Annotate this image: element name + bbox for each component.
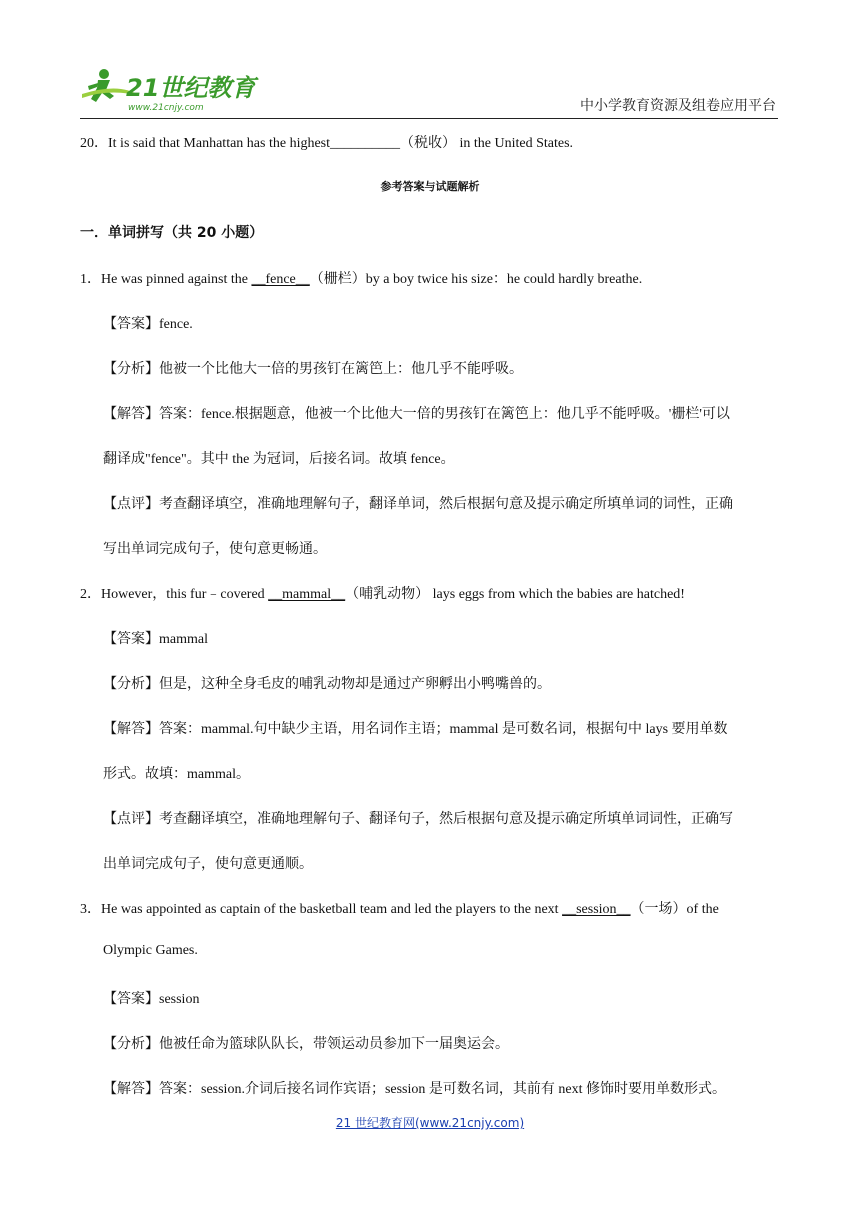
svg-text:21世纪教育: 21世纪教育 <box>126 74 256 102</box>
page-header <box>80 64 778 119</box>
solution-cont: 形式。故填：mammal。 <box>103 767 250 782</box>
footer-link[interactable]: 21 世纪教育网(www.21cnjy.com) <box>335 1116 525 1130</box>
blank: __________ <box>330 136 401 151</box>
runner-logo-icon <box>80 66 260 114</box>
analysis: 【分析】他被一个比他大一倍的男孩钉在篱笆上：他几乎不能呼吸。 <box>103 362 523 377</box>
comment-cont: 写出单词完成句子，使句意更畅通。 <box>103 542 327 557</box>
solution: 【解答】答案：mammal.句中缺少主语，用名词作主语；mammal 是可数名词，根据句中 lays 要用单数 <box>103 722 728 737</box>
question-2: 2．However，this fur﹣covered __mammal__（哺乳动物） lays eggs from which the babies are hatched! <box>80 587 685 602</box>
solution: 【解答】答案：session.介词后接名词作宾语；session 是可数名词，其前有 next 修饰时要用单数形式。 <box>103 1082 726 1097</box>
answer: 【答案】mammal <box>103 632 208 647</box>
section-heading: 一．单词拼写（共 20 小题） <box>80 225 264 241</box>
solution-cont: 翻译成"fence"。其中 the 为冠词，后接名词。故填 fence。 <box>103 452 455 467</box>
answer: 【答案】session <box>103 992 200 1007</box>
comment: 【点评】考查翻译填空，准确地理解句子，翻译单词，然后根据句意及提示确定所填单词的词性，正确 <box>103 497 733 512</box>
answer-fill: __mammal__ <box>268 587 346 602</box>
analysis: 【分析】但是，这种全身毛皮的哺乳动物却是通过产卵孵出小鸭嘴兽的。 <box>103 677 551 692</box>
question-3-cont: Olympic Games. <box>103 943 198 958</box>
answer-section-title: 参考答案与试题解析 <box>380 180 480 193</box>
platform-name: 中小学教育资源及组卷应用平台 <box>580 98 776 114</box>
comment: 【点评】考查翻译填空，准确地理解句子、翻译句子，然后根据句意及提示确定所填单词词性，正确写 <box>103 812 733 827</box>
question-1: 1．He was pinned against the __fence__（栅栏）by a boy twice his size：he could hardly breathe. <box>80 272 643 287</box>
answer-fill: __session__ <box>562 902 631 917</box>
question-3: 3．He was appointed as captain of the basketball team and led the players to the next __session__（一场）of the <box>80 902 719 917</box>
analysis: 【分析】他被任命为篮球队队长，带领运动员参加下一届奥运会。 <box>103 1037 509 1052</box>
answer: 【答案】fence. <box>103 317 193 332</box>
comment-cont: 出单词完成句子，使句意更通顺。 <box>103 857 313 872</box>
question-20: 20．It is said that Manhattan has the highest__________（税收） in the United States. <box>80 136 574 151</box>
logo <box>80 66 260 114</box>
svg-text:www.21cnjy.com: www.21cnjy.com <box>128 103 204 113</box>
answer-fill: __fence__ <box>251 272 310 287</box>
solution: 【解答】答案：fence.根据题意，他被一个比他大一倍的男孩钉在篱笆上：他几乎不能呼吸。'栅栏'可以 <box>103 407 730 422</box>
